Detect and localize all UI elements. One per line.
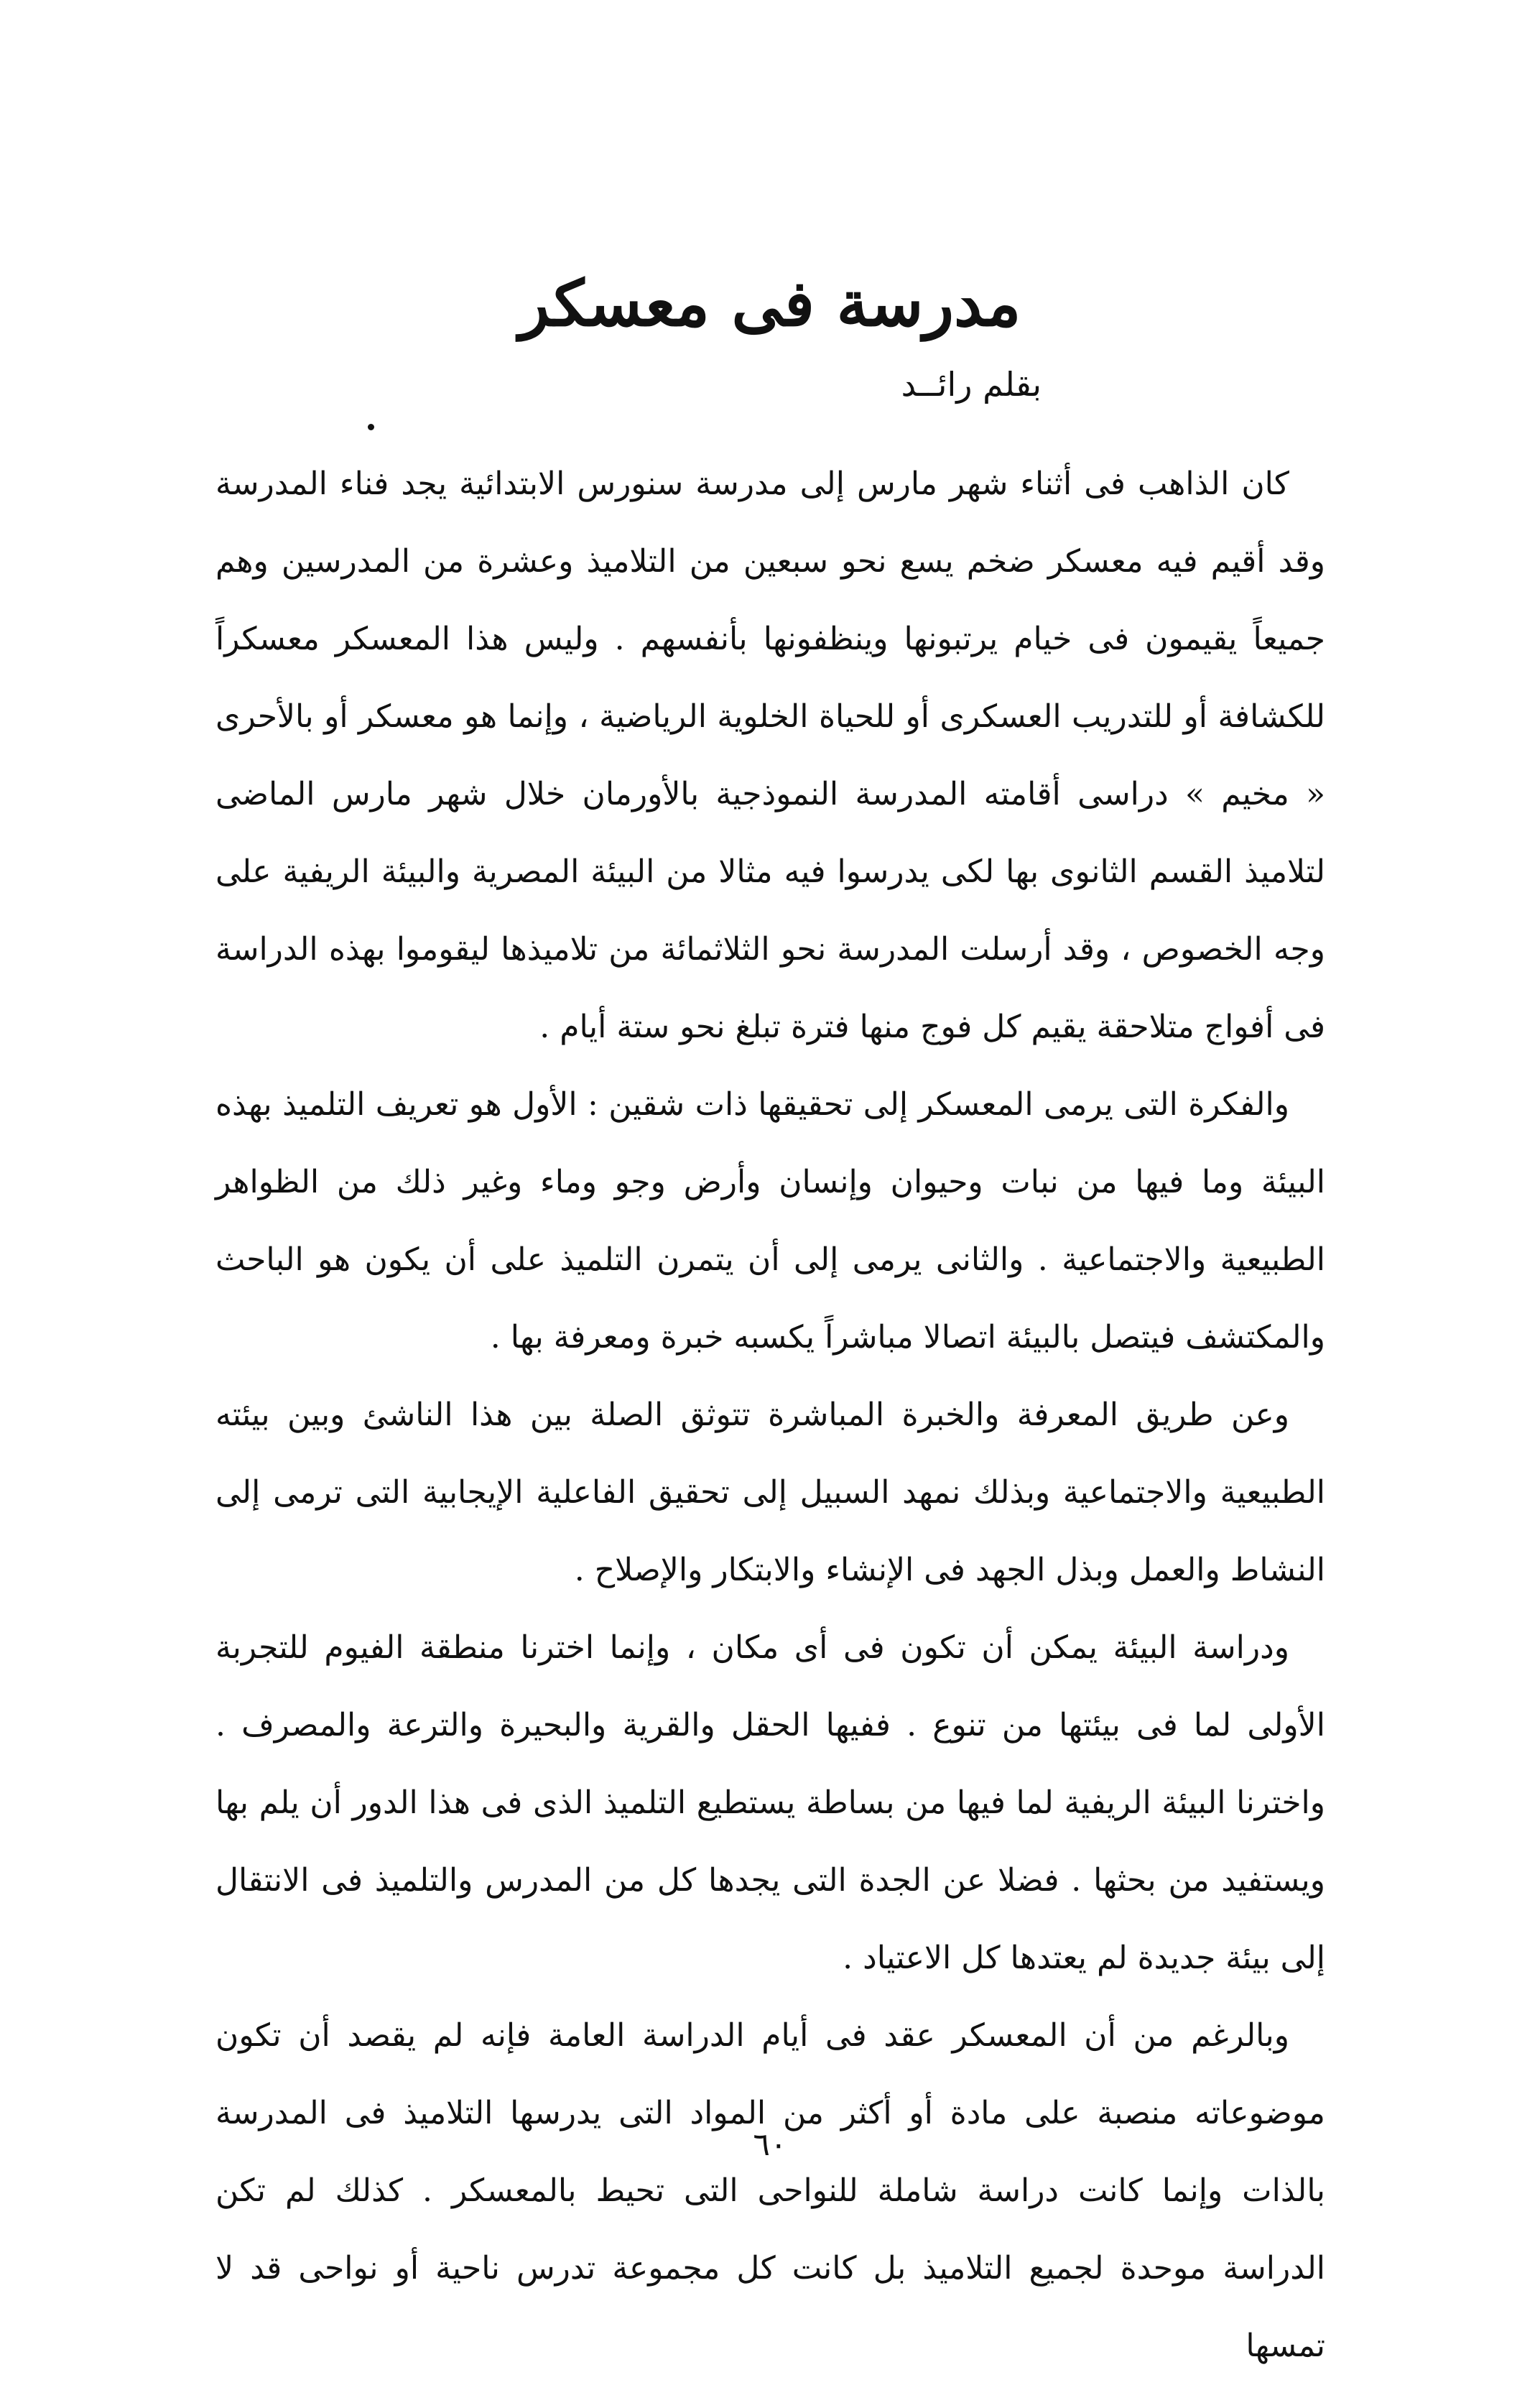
paragraph: ودراسة البيئة يمكن أن تكون فى أى مكان ، وإنما اخترنا منطقة الفيوم للتجربة الأولى لما فى بيئتها من تنوع . ففيها الحقل والقرية والبحيرة والترعة والمصرف . واخترنا البيئة الريفية لما فيها من بساطة يستطيع التلميذ الذى فى هذا الدور أن يلم بها ويستفيد من بحثها . فضلا عن الجدة التى يجدها كل من المدرس والتلميذ فى الانتقال إلى بيئة جديدة لم يعتدها كل الاعتياد . <box>215 1629 1325 1976</box>
article-byline: بقلم رائــد <box>901 365 1042 404</box>
paragraph: كان الذاهب فى أثناء شهر مارس إلى مدرسة سنورس الابتدائية يجد فناء المدرسة وقد أقيم فيه معسكر ضخم يسع نحو سبعين من التلاميذ وعشرة من المدرسين وهم جميعاً يقيمون فى خيام يرتبونها وينظفونها بأنفسهم . وليس هذا المعسكر معسكراً للكشافة أو للتدريب العسكرى أو للحياة الخلوية الرياضية ، وإنما هو معسكر أو بالأحرى « مخيم » دراسى أقامته المدرسة النموذجية بالأورمان خلال شهر مارس الماضى لتلاميذ القسم الثانوى بها لكى يدرسوا فيه مثالا من البيئة المصرية والبيئة الريفية على وجه الخصوص ، وقد أرسلت المدرسة نحو الثلاثمائة من تلاميذها ليقوموا بهذه الدراسة فى أفواج متلاحقة يقيم كل فوج منها فترة تبلغ نحو ستة أيام . <box>215 466 1326 1045</box>
paragraph: وعن طريق المعرفة والخبرة المباشرة تتوثق الصلة بين هذا الناشئ وبين بيئته الطبيعية والاجتماعية وبذلك نمهد السبيل إلى تحقيق الفاعلية الإيجابية التى ترمى إلى النشاط والعمل وبذل الجهد فى الإنشاء والابتكار والإصلاح . <box>215 1397 1325 1588</box>
paragraph: والفكرة التى يرمى المعسكر إلى تحقيقها ذات شقين : الأول هو تعريف التلميذ بهذه البيئة وما فيها من نبات وحيوان وإنسان وأرض وجو وماء وغير ذلك من الظواهر الطبيعية والاجتماعية . والثانى يرمى إلى أن يتمرن التلميذ على أن يكون هو الباحث والمكتشف فيتصل بالبيئة اتصالا مباشراً يكسبه خبرة ومعرفة بها . <box>215 1086 1325 1356</box>
article-body <box>215 445 1326 2364</box>
page-number: ٦٠ <box>753 2126 787 2163</box>
paragraph: وبالرغم من أن المعسكر عقد فى أيام الدراسة العامة فإنه لم يقصد أن تكون موضوعاته منصبة على مادة أو أكثر من المواد التى يدرسها التلاميذ فى المدرسة بالذات وإنما كانت دراسة شاملة للنواحى التى تحيط بالمعسكر . كذلك لم تكن الدراسة موحدة لجميع التلاميذ بل كانت كل مجموعة تدرس ناحية أو نواحى قد لا تمسها <box>215 2017 1325 2364</box>
article-title: مدرسة فى معسكر <box>519 266 1021 341</box>
stray-mark <box>368 424 374 430</box>
